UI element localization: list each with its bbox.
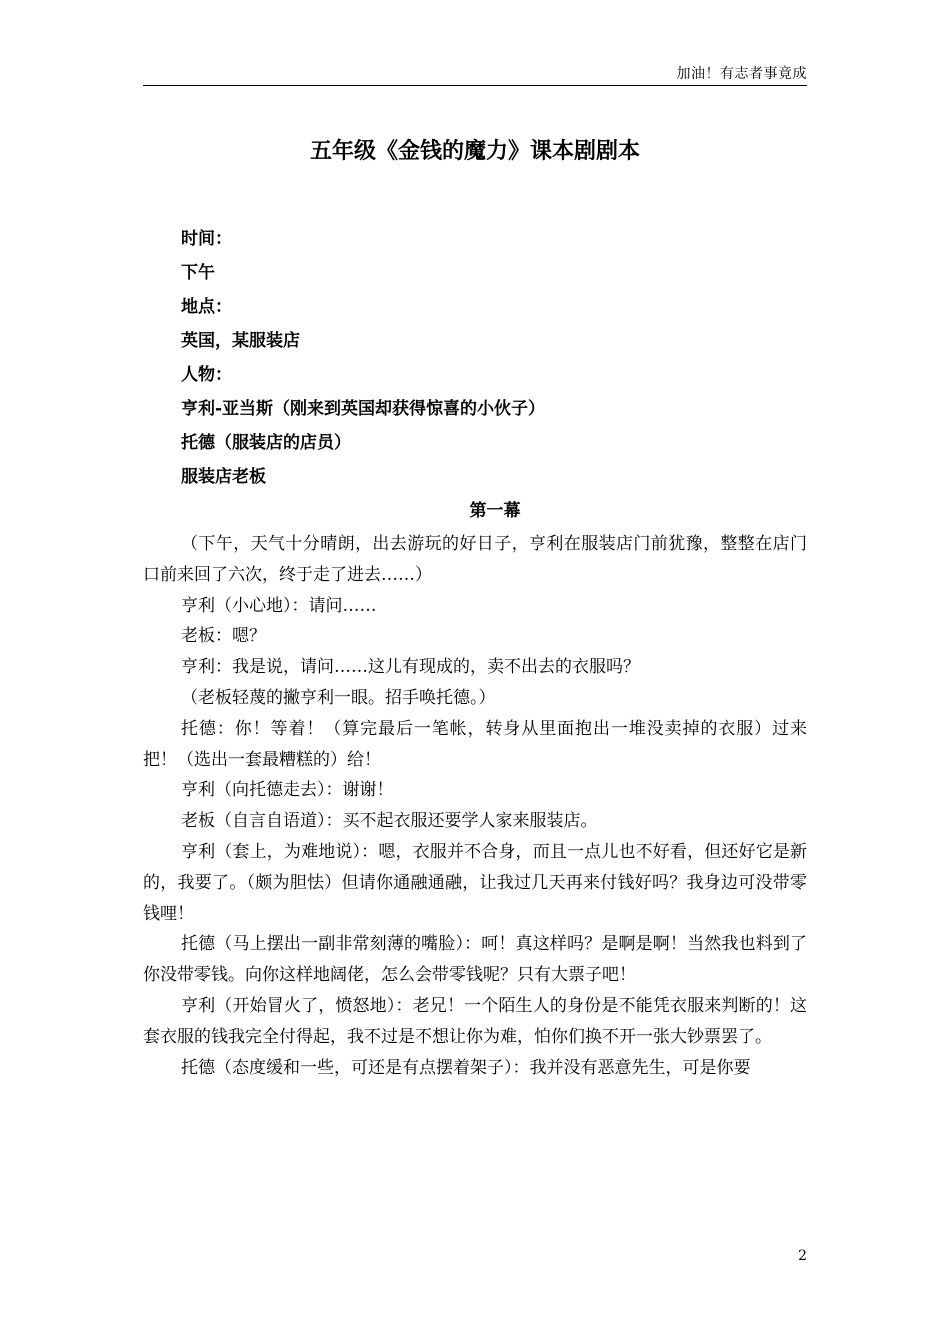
meta-time-value: 下午 bbox=[181, 263, 215, 283]
meta-character-owner: 服装店老板 bbox=[181, 467, 266, 487]
script-paragraph: 托德（马上摆出一副非常刻薄的嘴脸）：呵！真这样吗？是啊是啊！当然我也料到了你没带零钱。向你这样地阔佬，怎么会带零钱呢？只有大票子吧！ bbox=[143, 934, 807, 986]
meta-character-todd: 托德（服装店的店员） bbox=[181, 433, 351, 453]
script-body bbox=[143, 529, 807, 1083]
document-title: 五年级《金钱的魔力》课本剧剧本 bbox=[309, 139, 640, 164]
script-paragraph: 托德：你！等着！（算完最后一笔帐，转身从里面抱出一堆没卖掉的衣服）过来把！（选出一套最糟糕的）给！ bbox=[143, 718, 807, 770]
script-paragraph: 托德（态度缓和一些，可还是有点摆着架子）：我并没有恶意先生，可是你要 bbox=[181, 1057, 751, 1078]
meta-time-label: 时间： bbox=[181, 229, 232, 249]
script-paragraph: 老板（自言自语道）：买不起衣服还要学人家来服装店。 bbox=[181, 811, 598, 832]
play-metadata bbox=[181, 222, 801, 494]
meta-place-value: 英国，某服装店 bbox=[181, 331, 300, 351]
script-paragraph: 亨利：我是说，请问……这儿有现成的，卖不出去的衣服吗？ bbox=[181, 657, 640, 678]
script-paragraph: 老板：嗯？ bbox=[181, 626, 266, 647]
meta-characters-label: 人物： bbox=[181, 365, 232, 385]
script-paragraph: 亨利（小心地）：请问…… bbox=[181, 595, 377, 616]
page-header-text: 加油！有志者事竟成 bbox=[676, 66, 807, 82]
header-divider bbox=[143, 85, 807, 86]
script-paragraph: （下午，天气十分晴朗，出去游玩的好日子，亨利在服装店门前犹豫，整整在店门口前来回了六次，终于走了进去……） bbox=[143, 534, 807, 585]
script-paragraph: 亨利（向托德走去）：谢谢！ bbox=[181, 780, 394, 801]
meta-place-label: 地点： bbox=[181, 297, 232, 317]
meta-character-henry: 亨利-亚当斯（刚来到英国却获得惊喜的小伙子） bbox=[181, 399, 546, 419]
act-title: 第一幕 bbox=[469, 501, 521, 521]
script-paragraph: 亨利（套上，为难地说）：嗯，衣服并不合身，而且一点儿也不好看，但还好它是新的，我要了。（颇为胆怯）但请你通融通融，让我过几天再来付钱好吗？我身边可没带零钱哩！ bbox=[143, 841, 807, 924]
script-paragraph: （老板轻蔑的撇亨利一眼。招手唤托德。） bbox=[181, 687, 496, 708]
script-paragraph: 亨利（开始冒火了，愤怒地）：老兄！一个陌生人的身份是不能凭衣服来判断的！这套衣服的钱我完全付得起，我不过是不想让你为难，怕你们换不开一张大钞票罢了。 bbox=[143, 995, 807, 1047]
page-number: 2 bbox=[798, 1248, 807, 1264]
